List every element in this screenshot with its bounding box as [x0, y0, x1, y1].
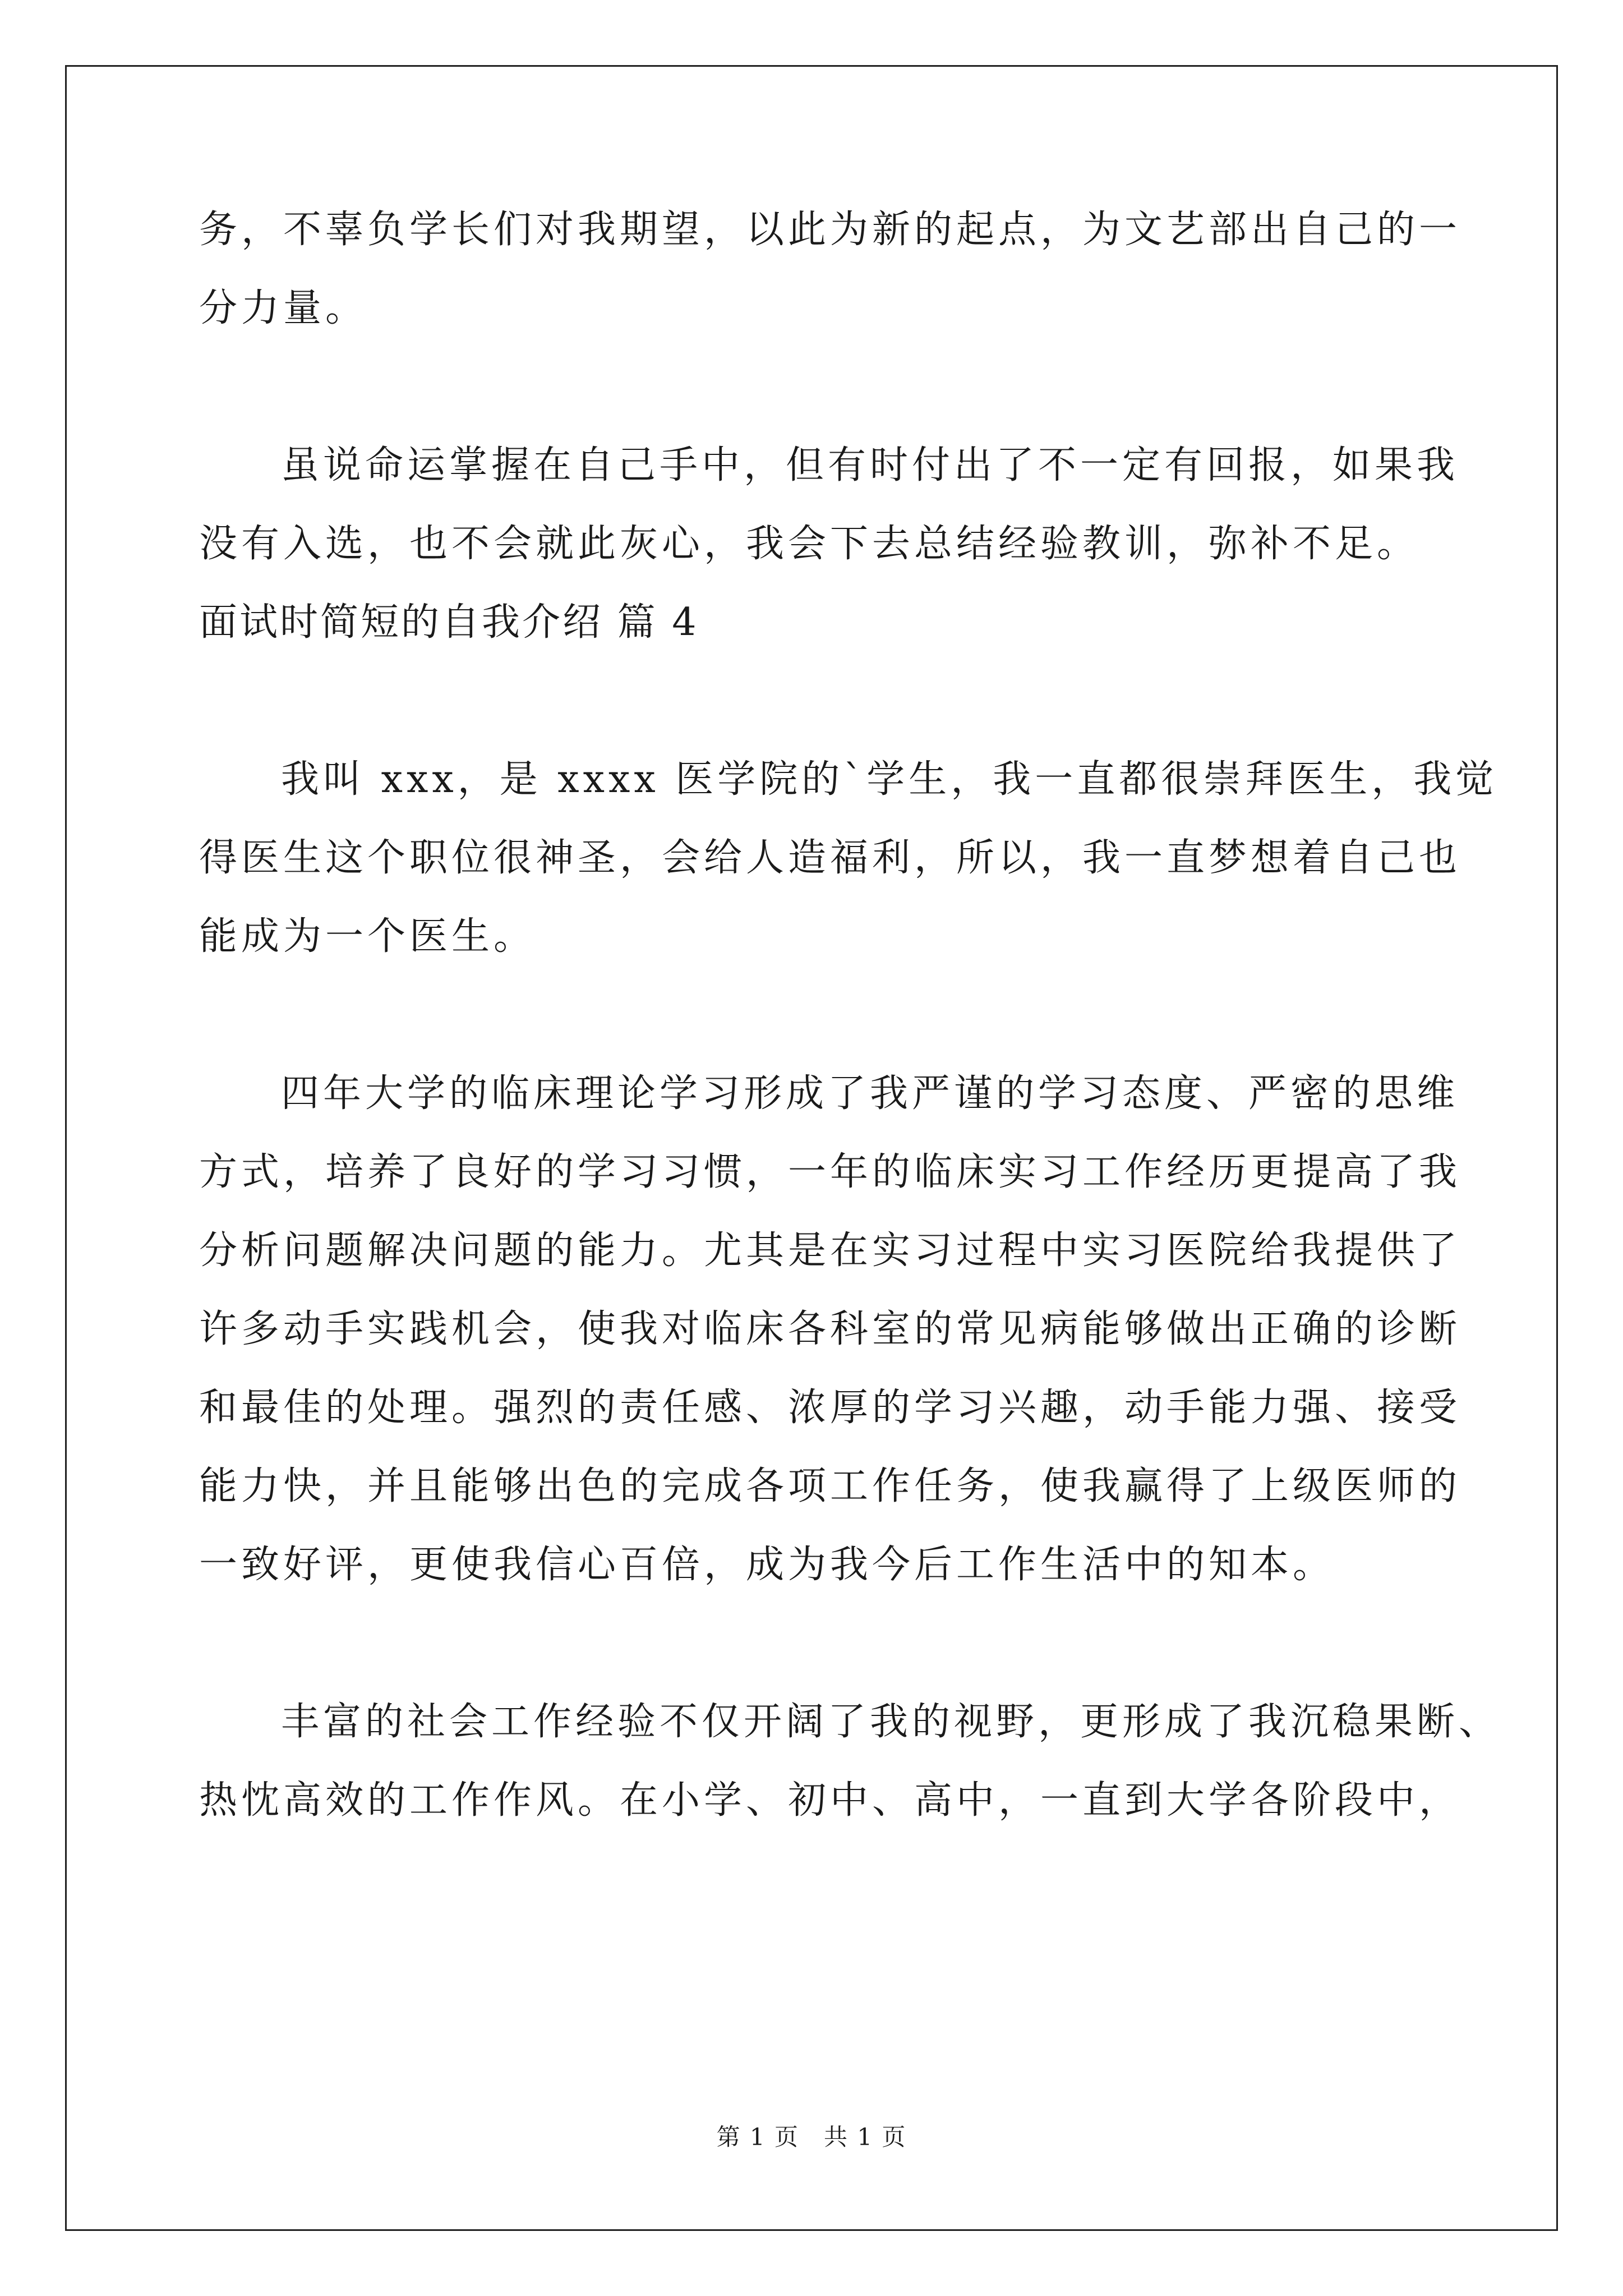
text-line: 许多动手实践机会，使我对临床各科室的常见病能够做出正确的诊断: [199, 1307, 1461, 1351]
text-line: 分析问题解决问题的能力。尤其是在实习过程中实习医院给我提供了: [199, 1228, 1461, 1273]
text-line: 一致好评，更使我信心百倍，成为我今后工作生活中的知本。: [199, 1543, 1335, 1587]
section-heading: 面试时简短的自我介绍 篇 4: [199, 600, 699, 645]
text-line: 热忱高效的工作作风。在小学、初中、高中，一直到大学各阶段中，: [199, 1778, 1461, 1823]
text-line: 没有入选，也不会就此灰心，我会下去总结经验教训，弥补不足。: [199, 522, 1419, 566]
paragraph-start-line: 虽说命运掌握在自己手中，但有时付出了不一定有回报，如果我: [281, 443, 1459, 487]
paragraph-start-line: 丰富的社会工作经验不仅开阔了我的视野，更形成了我沉稳果断、: [281, 1700, 1501, 1744]
text-line: 分力量。: [199, 286, 368, 330]
text-line: 方式，培养了良好的学习习惯，一年的临床实习工作经历更提高了我: [199, 1150, 1461, 1194]
text-line: 得医生这个职位很神圣，会给人造福利，所以，我一直梦想着自己也: [199, 836, 1461, 880]
page-number-footer: 第 1 页 共 1 页: [716, 2123, 907, 2151]
paragraph-start-line: 四年大学的临床理论学习形成了我严谨的学习态度、严密的思维: [281, 1071, 1459, 1116]
page-border: [65, 65, 1558, 2231]
text-line: 能成为一个医生。: [199, 914, 536, 959]
text-line: 务，不辜负学长们对我期望，以此为新的起点，为文艺部出自己的一: [199, 208, 1461, 252]
text-line: 和最佳的处理。强烈的责任感、浓厚的学习兴趣，动手能力强、接受: [199, 1386, 1461, 1430]
paragraph-start-line: 我叫 xxx，是 xxxx 医学院的`学生，我一直都很崇拜医生，我觉: [281, 757, 1498, 802]
text-line: 能力快，并且能够出色的完成各项工作任务，使我赢得了上级医师的: [199, 1464, 1461, 1508]
